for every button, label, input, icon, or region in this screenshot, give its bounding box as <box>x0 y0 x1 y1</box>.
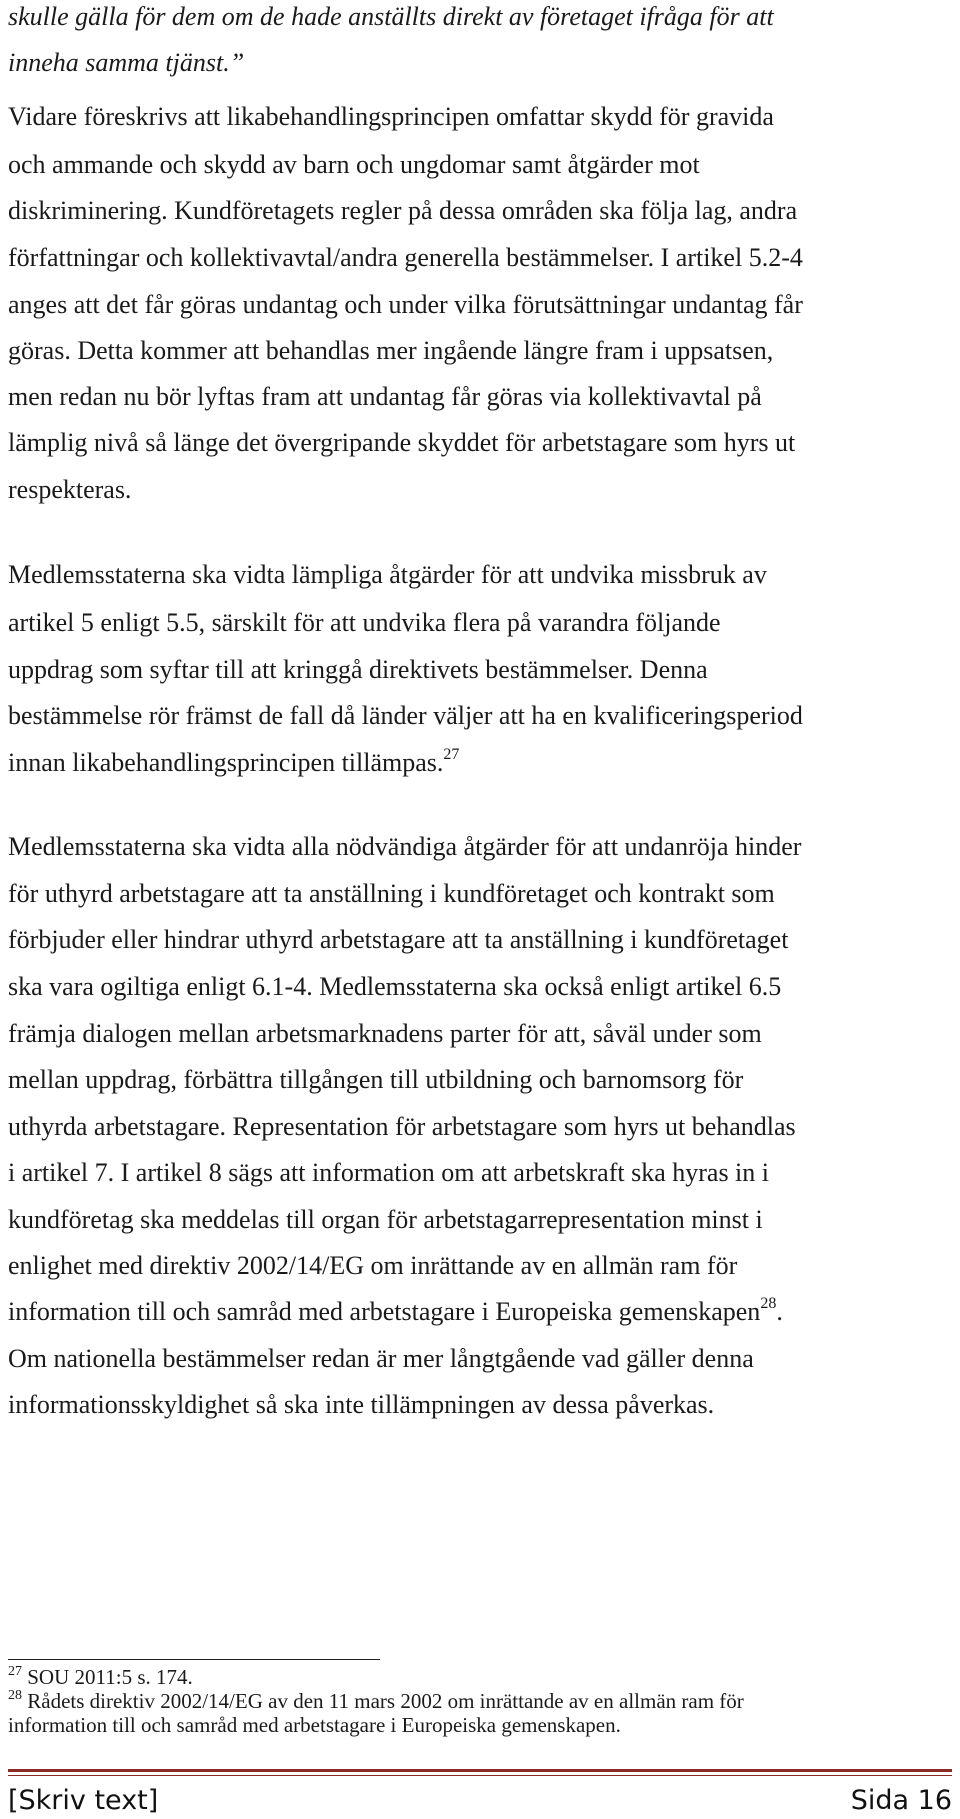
footnote-reference[interactable]: 27 <box>443 746 460 763</box>
body-line-text: enlighet med direktiv 2002/14/EG om inrättande av en allmän ram för <box>8 1251 738 1280</box>
page-number: Sida 16 <box>850 1785 952 1816</box>
footer-rule-thin <box>8 1775 952 1776</box>
body-line-text: skulle gälla för dem om de hade anställts direkt av företaget ifråga för att <box>8 2 774 31</box>
body-line <box>8 1251 737 1281</box>
body-line-text: informationsskyldighet så ska inte tillämpningen av dessa påverkas. <box>8 1390 715 1419</box>
body-line <box>8 1112 796 1142</box>
body-line-text: Om nationella bestämmelser redan är mer långtgående vad gäller denna <box>8 1344 754 1373</box>
body-line <box>8 879 775 909</box>
body-line-text: inneha samma tjänst.” <box>8 48 245 77</box>
document-page <box>8 0 952 1819</box>
footnote-text: Rådets direktiv 2002/14/EG av den 11 mars 2002 om inrättande av en allmän ram för <box>27 1689 744 1713</box>
body-line-text: främja dialogen mellan arbetsmarknadens parter för att, såväl under som <box>8 1019 762 1048</box>
body-line-text: diskriminering. Kundföretagets regler på dessa områden ska följa lag, andra <box>8 196 798 225</box>
body-line <box>8 48 244 78</box>
body-line <box>8 1065 743 1095</box>
body-line-text: men redan nu bör lyftas fram att undantag får göras via kollektivavtal på <box>8 382 762 411</box>
body-line-text: respekteras. <box>8 475 132 504</box>
footnote-line <box>8 1665 193 1689</box>
body-line <box>8 428 795 458</box>
body-line <box>8 2 774 32</box>
body-line-text: Medlemsstaterna ska vidta alla nödvändiga åtgärder för att undanröja hinder <box>8 832 802 861</box>
body-line <box>8 560 767 590</box>
body-line-text: uthyrda arbetstagare. Representation för arbetstagare som hyrs ut behandlas <box>8 1112 796 1141</box>
body-line-text: artikel 5 enligt 5.5, särskilt för att undvika flera på varandra följande <box>8 608 721 637</box>
body-line <box>8 748 459 778</box>
body-line-text: innan likabehandlingsprincipen tillämpas. <box>8 748 444 777</box>
body-line-text: Vidare föreskrivs att likabehandlingsprincipen omfattar skydd för gravida <box>8 102 774 131</box>
body-line <box>8 655 708 685</box>
body-line-text: och ammande och skydd av barn och ungdomar samt åtgärder mot <box>8 150 700 179</box>
body-line-text: kundföretag ska meddelas till organ för arbetstagarrepresentation minst i <box>8 1205 763 1234</box>
body-line <box>8 608 721 638</box>
footnote-number: 27 <box>8 1664 22 1679</box>
footer-left-text: [Skriv text] <box>8 1785 159 1816</box>
body-line <box>8 196 797 226</box>
body-line <box>8 925 788 955</box>
body-line <box>8 1205 763 1235</box>
body-line-text: lämplig nivå så länge det övergripande skyddet för arbetstagare som hyrs ut <box>8 428 796 457</box>
body-line <box>8 290 803 320</box>
body-line <box>8 1344 754 1374</box>
footnote-reference[interactable]: 28 <box>760 1295 777 1312</box>
body-line <box>8 150 700 180</box>
body-line <box>8 832 801 862</box>
body-line-text: information till och samråd med arbetstagare i Europeiska gemenskapen <box>8 1297 761 1326</box>
footer-rule-thick <box>8 1769 952 1772</box>
body-line-text: bestämmelse rör främst de fall då länder väljer att ha en kvalificeringsperiod <box>8 701 803 730</box>
body-line-text: uppdrag som syftar till att kringgå direktivets bestämmelser. Denna <box>8 655 708 684</box>
body-line <box>8 1019 762 1049</box>
body-line <box>8 701 803 731</box>
body-line-text: ska vara ogiltiga enligt 6.1-4. Medlemsstaterna ska också enligt artikel 6.5 <box>8 972 782 1001</box>
body-line <box>8 102 774 132</box>
footnote-text: SOU 2011:5 s. 174. <box>27 1665 193 1689</box>
body-line-text: författningar och kollektivavtal/andra generella bestämmelser. I artikel 5.2-4 <box>8 243 803 272</box>
body-line-text: mellan uppdrag, förbättra tillgången till utbildning och barnomsorg för <box>8 1065 744 1094</box>
body-line-text: göras. Detta kommer att behandlas mer ingående längre fram i uppsatsen, <box>8 336 774 365</box>
body-line <box>8 1158 769 1188</box>
body-line <box>8 1297 783 1327</box>
body-line <box>8 1390 714 1420</box>
body-line <box>8 243 803 273</box>
body-line <box>8 336 773 366</box>
footnote-number: 28 <box>8 1688 22 1703</box>
footnote-separator <box>8 1659 380 1660</box>
body-line-text: anges att det får göras undantag och under vilka förutsättningar undantag får <box>8 290 803 319</box>
body-line-text: förbjuder eller hindrar uthyrd arbetstagare att ta anställning i kundföretaget <box>8 925 789 954</box>
body-line <box>8 382 762 412</box>
footnote-text: information till och samråd med arbetstagare i Europeiska gemenskapen. <box>8 1713 621 1737</box>
body-line <box>8 475 131 505</box>
footnote-line <box>8 1713 621 1737</box>
footnote-line <box>8 1689 744 1713</box>
body-line-text: Medlemsstaterna ska vidta lämpliga åtgärder för att undvika missbruk av <box>8 560 767 589</box>
body-line <box>8 972 781 1002</box>
body-line-text: i artikel 7. I artikel 8 sägs att information om att arbetskraft ska hyras in i <box>8 1158 770 1187</box>
body-line-trailing: . <box>776 1297 783 1326</box>
body-line-text: för uthyrd arbetstagare att ta anställning i kundföretaget och kontrakt som <box>8 879 775 908</box>
